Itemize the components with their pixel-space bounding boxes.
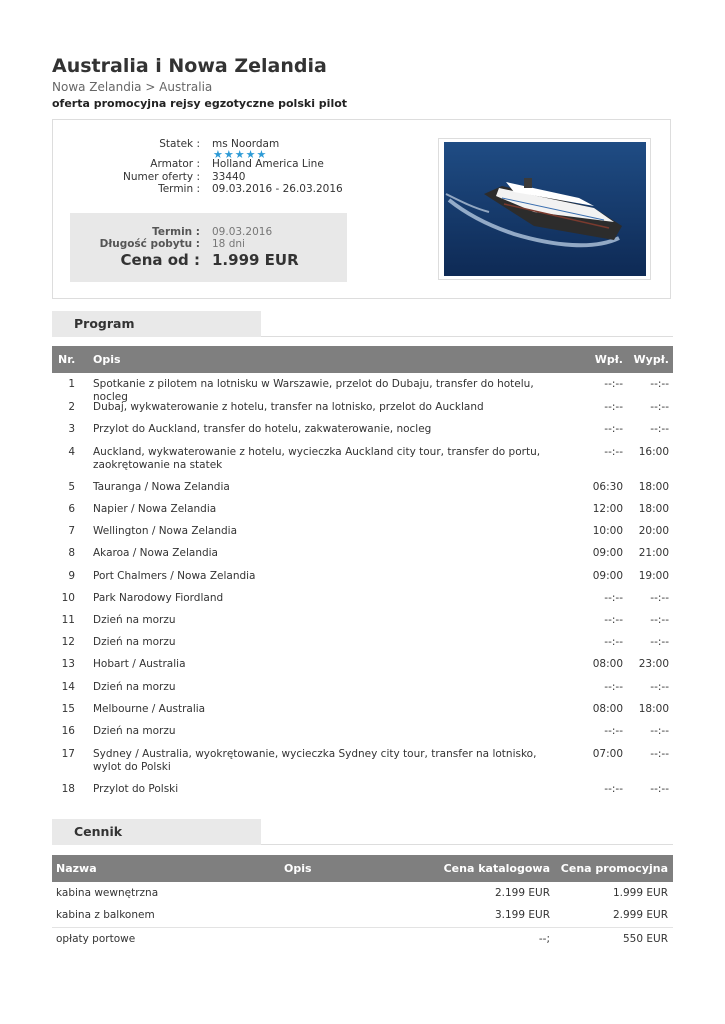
- catalog-price: 2.199 EUR: [494, 887, 550, 899]
- offer-number-label: Numer oferty :: [123, 171, 200, 183]
- row-description: Dzień na morzu: [93, 614, 176, 626]
- row-arrival: 09:00: [592, 547, 623, 559]
- row-nr: 16: [61, 725, 75, 737]
- header-wypl: Wypł.: [633, 353, 669, 366]
- row-departure: --:--: [650, 592, 669, 604]
- row-description: Napier / Nowa Zelandia: [93, 503, 217, 515]
- row-arrival: --:--: [604, 378, 623, 390]
- row-nr: 3: [68, 423, 75, 435]
- row-departure: --:--: [650, 681, 669, 693]
- row-description: Przylot do Auckland, transfer do hotelu, zakwaterowanie, nocleg: [93, 423, 432, 435]
- row-departure: --:--: [650, 725, 669, 737]
- program-section-line: [261, 336, 673, 337]
- ship-photo: [444, 142, 646, 276]
- row-description: Auckland, wykwaterowanie z hotelu, wycieczka Auckland city tour, transfer do portu, zaokrętowanie na statek: [93, 446, 541, 471]
- row-nr: 11: [61, 614, 75, 626]
- row-arrival: 08:00: [592, 658, 623, 670]
- row-departure: --:--: [650, 748, 669, 760]
- row-description: Tauranga / Nowa Zelandia: [93, 481, 230, 493]
- row-departure: 23:00: [638, 658, 669, 670]
- row-description: Dzień na morzu: [93, 681, 176, 693]
- row-nr: 2: [68, 401, 75, 413]
- row-description: Przylot do Polski: [93, 783, 179, 795]
- row-description: Port Chalmers / Nowa Zelandia: [93, 570, 256, 582]
- row-departure: 19:00: [638, 570, 669, 582]
- term-value: 09.03.2016 - 26.03.2016: [212, 183, 343, 195]
- row-arrival: --:--: [604, 725, 623, 737]
- row-arrival: --:--: [604, 614, 623, 626]
- fee-name: opłaty portowe: [56, 933, 136, 945]
- header-catalog-price: Cena katalogowa: [443, 862, 550, 875]
- row-arrival: --:--: [604, 636, 623, 648]
- row-nr: 4: [68, 446, 75, 458]
- row-arrival: 08:00: [592, 703, 623, 715]
- duration-value: 18 dni: [212, 238, 245, 250]
- operator-value: Holland America Line: [212, 158, 324, 170]
- row-description: Dubaj, wykwaterowanie z hotelu, transfer na lotnisko, przelot do Auckland: [93, 401, 484, 413]
- pricing-table-header: [52, 855, 673, 882]
- cabin-name: kabina z balkonem: [56, 909, 155, 921]
- rating-stars: ★★★★★: [213, 148, 268, 161]
- row-departure: --:--: [650, 423, 669, 435]
- price-label: Cena od :: [120, 251, 200, 269]
- row-nr: 15: [61, 703, 75, 715]
- row-departure: 21:00: [638, 547, 669, 559]
- header-nazwa: Nazwa: [56, 862, 97, 875]
- pricing-section-title: Cennik: [52, 819, 261, 845]
- header-nr: Nr.: [58, 353, 76, 366]
- row-departure: --:--: [650, 401, 669, 413]
- pricing-section-line: [261, 844, 673, 845]
- row-departure: 18:00: [638, 703, 669, 715]
- row-nr: 13: [61, 658, 75, 670]
- row-departure: --:--: [650, 614, 669, 626]
- duration-label: Długość pobytu :: [99, 238, 200, 250]
- row-nr: 5: [68, 481, 75, 493]
- row-departure: --:--: [650, 636, 669, 648]
- promo-price: 2.999 EUR: [612, 909, 668, 921]
- header-promo-price: Cena promocyjna: [560, 862, 668, 875]
- row-description: Akaroa / Nowa Zelandia: [93, 547, 218, 559]
- row-nr: 7: [68, 525, 75, 537]
- row-description: Spotkanie z pilotem na lotnisku w Warszawie, przelot do Dubaju, transfer do hotelu, nocleg: [93, 378, 534, 403]
- page-title: Australia i Nowa Zelandia: [52, 55, 327, 77]
- row-departure: --:--: [650, 783, 669, 795]
- price-term-value: 09.03.2016: [212, 226, 273, 238]
- row-nr: 8: [68, 547, 75, 559]
- row-departure: 16:00: [638, 446, 669, 458]
- row-arrival: 12:00: [592, 503, 623, 515]
- header-wpl: Wpł.: [594, 353, 623, 366]
- row-nr: 1: [68, 378, 75, 390]
- row-nr: 9: [68, 570, 75, 582]
- price-term-label: Termin :: [152, 226, 200, 238]
- price-divider: [52, 927, 673, 928]
- header-opis: Opis: [93, 353, 121, 366]
- row-departure: 18:00: [638, 503, 669, 515]
- cabin-name: kabina wewnętrzna: [56, 887, 159, 899]
- row-arrival: 09:00: [592, 570, 623, 582]
- row-nr: 12: [61, 636, 75, 648]
- row-nr: 6: [68, 503, 75, 515]
- operator-label: Armator :: [150, 158, 200, 170]
- program-section-title: Program: [52, 311, 261, 337]
- row-nr: 18: [61, 783, 75, 795]
- ship-name: ms Noordam: [212, 138, 280, 150]
- row-arrival: --:--: [604, 592, 623, 604]
- row-arrival: --:--: [604, 681, 623, 693]
- promo-price: 550 EUR: [623, 933, 668, 945]
- row-description: Dzień na morzu: [93, 725, 176, 737]
- row-arrival: 07:00: [592, 748, 623, 760]
- row-arrival: --:--: [604, 401, 623, 413]
- row-description: Wellington / Nowa Zelandia: [93, 525, 238, 537]
- row-description: Park Narodowy Fiordland: [93, 592, 224, 604]
- catalog-price: 3.199 EUR: [494, 909, 550, 921]
- row-description: Melbourne / Australia: [93, 703, 206, 715]
- program-table-header: [52, 346, 673, 373]
- promo-price: 1.999 EUR: [612, 887, 668, 899]
- ship-label: Statek :: [159, 138, 200, 150]
- term-label: Termin :: [158, 183, 200, 195]
- row-arrival: 06:30: [592, 481, 623, 493]
- row-arrival: --:--: [604, 423, 623, 435]
- row-nr: 14: [61, 681, 75, 693]
- row-departure: --:--: [650, 378, 669, 390]
- row-departure: 20:00: [638, 525, 669, 537]
- row-nr: 10: [61, 592, 75, 604]
- row-arrival: --:--: [604, 783, 623, 795]
- row-departure: 18:00: [638, 481, 669, 493]
- row-nr: 17: [61, 748, 75, 760]
- row-arrival: 10:00: [592, 525, 623, 537]
- price-value: 1.999 EUR: [212, 251, 299, 269]
- header-opis: Opis: [284, 862, 312, 875]
- row-arrival: --:--: [604, 446, 623, 458]
- offer-subtitle: oferta promocyjna rejsy egzotyczne polski pilot: [52, 97, 348, 110]
- catalog-price: --;: [538, 933, 550, 945]
- row-description: Hobart / Australia: [93, 658, 186, 670]
- row-description: Sydney / Australia, wyokrętowanie, wycieczka Sydney city tour, transfer na lotnisko, wylot do Polski: [93, 748, 537, 773]
- row-description: Dzień na morzu: [93, 636, 176, 648]
- breadcrumb: Nowa Zelandia > Australia: [52, 80, 213, 94]
- offer-number-value: 33440: [212, 171, 246, 183]
